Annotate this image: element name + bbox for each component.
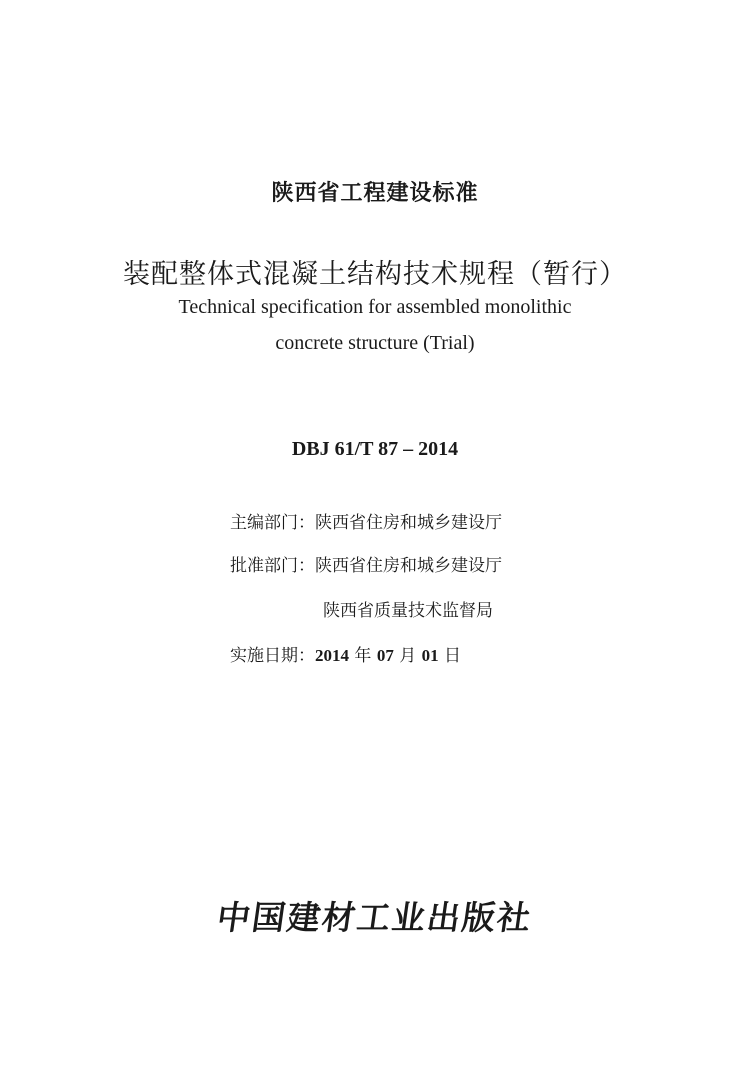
- publisher-logo-text: 中国建材工业出版社: [214, 898, 535, 937]
- effective-month: 07: [376, 646, 394, 665]
- effective-date-row: [230, 641, 461, 666]
- standard-code: DBJ 61/T 87 – 2014: [291, 438, 459, 460]
- effective-year: 2014: [315, 646, 349, 665]
- approver-label: 批准部门：: [230, 556, 315, 576]
- effective-day-unit: 日: [438, 646, 462, 666]
- document-title-chinese: 装配整体式混凝土结构技术规程（暂行）: [123, 259, 627, 290]
- approver-value-1: 陕西省住房和城乡建设厅: [315, 556, 502, 576]
- approver-row-2: [323, 596, 493, 621]
- effective-year-unit: 年: [349, 646, 377, 666]
- editor-row: [230, 508, 502, 533]
- effective-day: 01: [421, 646, 439, 665]
- effective-date-label: 实施日期：: [230, 646, 315, 666]
- document-title-english-line1: Technical specification for assembled monolithic: [178, 296, 572, 318]
- effective-month-unit: 月: [393, 646, 422, 666]
- editor-label: 主编部门：: [230, 513, 315, 533]
- approver-row: [230, 551, 502, 576]
- document-title-english-line2: concrete structure (Trial): [275, 332, 475, 354]
- approver-value-2: 陕西省质量技术监督局: [323, 601, 493, 621]
- standard-series-heading: 陕西省工程建设标准: [271, 181, 479, 206]
- editor-value: 陕西省住房和城乡建设厅: [315, 513, 502, 533]
